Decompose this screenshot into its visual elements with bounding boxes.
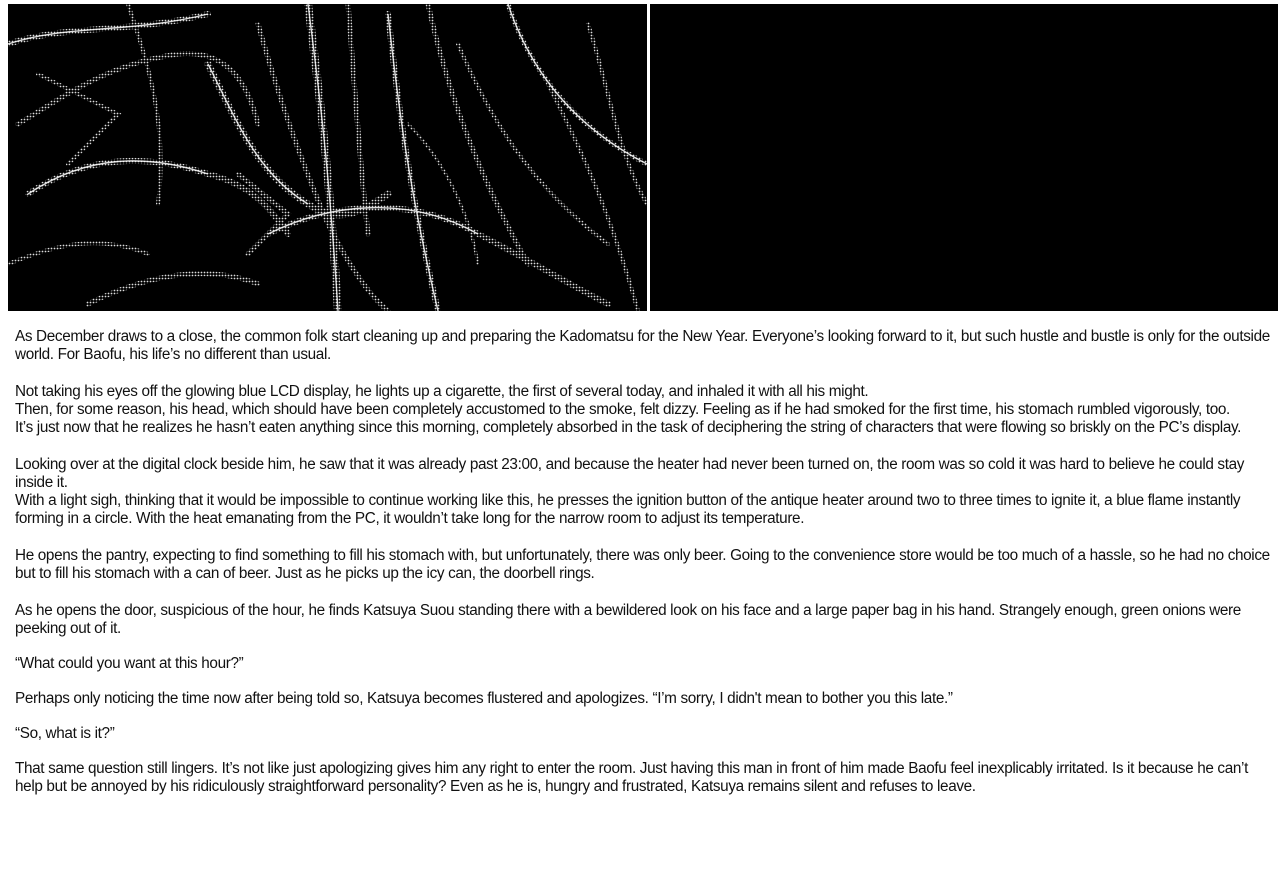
header-illustration <box>8 4 1278 311</box>
black-panel <box>650 4 1278 311</box>
manga-artwork-panel <box>8 4 647 311</box>
paragraph: He opens the pantry, expecting to find something to fill his stomach with, but unfortunately, there was only beer. Going to the convenience store would be too much of a hassle, so he had no choice but to fill his stomach with a can of beer. Just as he picks up the icy can, the doorbell rings. <box>15 547 1270 582</box>
story-text <box>15 328 1273 796</box>
paragraph: It’s just now that he realizes he hasn’t eaten anything since this morning, completely absorbed in the task of deciphering the string of characters that were flowing so briskly on the PC’s display. <box>15 419 1242 436</box>
dialogue-line: “So, what is it?” <box>15 725 115 742</box>
paragraph: That same question still lingers. It’s not like just apologizing gives him any right to enter the room. Just having this man in front of him made Baofu feel inexplicably irritated. Is it because he can’t help but be annoyed by his ridiculously straightforward personality? Even as he is, hungry and frustrated, Katsuya remains silent and refuses to leave. <box>15 760 1248 795</box>
paragraph: Not taking his eyes off the glowing blue LCD display, he lights up a cigarette, the first of several today, and inhaled it with all his might. <box>15 383 869 400</box>
paragraph: With a light sigh, thinking that it would be impossible to continue working like this, he presses the ignition button of the antique heater around two to three times to ignite it, a blue flame instantly forming in a circle. With the heat emanating from the PC, it wouldn’t take long for the narrow room to adjust its temperature. <box>15 492 1241 527</box>
paragraph: As December draws to a close, the common folk start cleaning up and preparing the Kadomatsu for the New Year. Everyone’s looking forward to it, but such hustle and bustle is only for the outside world. For Baofu, his life’s no different than usual. <box>15 328 1270 363</box>
dialogue-line: “What could you want at this hour?” <box>15 655 244 672</box>
paragraph: Looking over at the digital clock beside him, he saw that it was already past 23:00, and because the heater had never been turned on, the room was so cold it was hard to believe he could stay inside it. <box>15 456 1245 491</box>
paragraph: As he opens the door, suspicious of the hour, he finds Katsuya Suou standing there with a bewildered look on his face and a large paper bag in his hand. Strangely enough, green onions were peeking out of it. <box>15 602 1241 637</box>
paragraph: Then, for some reason, his head, which should have been completely accustomed to the smoke, felt dizzy. Feeling as if he had smoked for the first time, his stomach rumbled vigorously, too. <box>15 401 1230 418</box>
paragraph: Perhaps only noticing the time now after being told so, Katsuya becomes flustered and apologizes. “I’m sorry, I didn't mean to bother you this late.” <box>15 690 953 707</box>
manga-line-art <box>8 4 647 311</box>
